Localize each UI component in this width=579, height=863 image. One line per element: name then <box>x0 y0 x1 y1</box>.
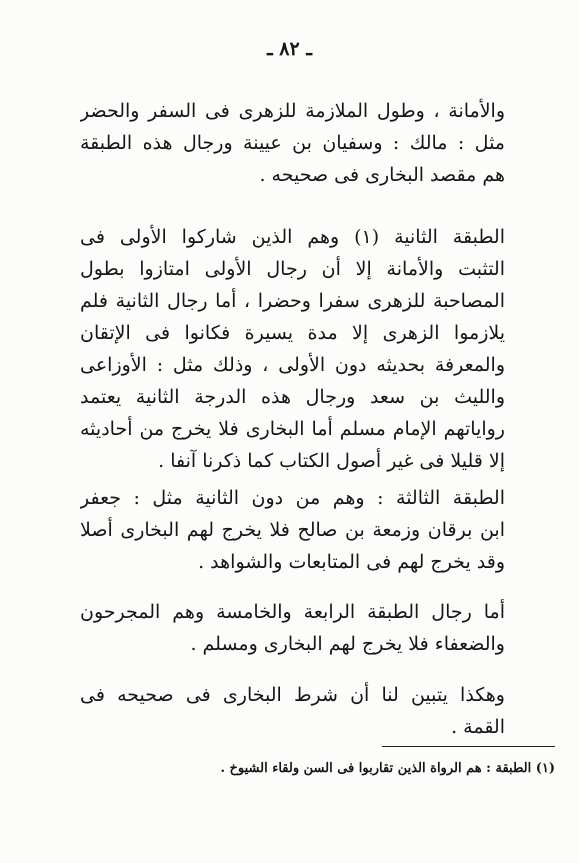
paragraph-3 <box>80 482 505 578</box>
text-line: إلا قليلا فى غير أصول الكتاب كما ذكرنا آنفا . <box>158 450 505 472</box>
footnote: (١) الطبقة : هم الرواة الذين تقاربوا فى السن ولقاء الشيوخ . <box>220 761 555 776</box>
text-line: وقد يخرج لهم فى المتابعات والشواهد . <box>198 551 505 573</box>
text-line: الطبقة الثانية (١) وهم الذين شاركوا الأولى فى <box>80 226 505 248</box>
text-line: والضعفاء فلا يخرج لهم البخارى ومسلم . <box>190 633 505 655</box>
paragraph-1 <box>80 95 505 191</box>
text-line: أما رجال الطبقة الرابعة والخامسة وهم المجرحون <box>80 601 505 623</box>
paragraph-4 <box>80 596 505 660</box>
text-line: القمة . <box>451 716 505 738</box>
text-line: المصاحبة للزهرى سفرا وحضرا ، أما رجال الثانية فلم <box>80 290 505 312</box>
text-line: رواياتهم الإمام مسلم أما البخارى فلا يخرج من أحاديثه <box>80 418 505 440</box>
text-line: هم مقصد البخارى فى صحيحه . <box>259 164 505 186</box>
text-line: الطبقة الثالثة : وهم من دون الثانية مثل : جعفر <box>80 487 505 509</box>
text-line: يلازموا الزهرى إلا مدة يسيرة فكانوا فى الإتقان <box>80 322 505 344</box>
text-line: التثبت والأمانة إلا أن رجال الأولى امتازوا بطول <box>80 258 505 280</box>
paragraph-2 <box>80 221 505 477</box>
text-line: والأمانة ، وطول الملازمة للزهرى فى السفر والحضر <box>80 100 505 122</box>
footnote-divider <box>382 746 555 747</box>
text-line: مثل : مالك : وسفيان بن عيينة ورجال هذه الطبقة <box>80 132 505 154</box>
text-line: ابن برقان وزمعة بن صالح فلا يخرج لهم البخارى أصلا <box>80 519 505 541</box>
text-line: والليث بن سعد ورجال هذه الدرجة الثانية يعتمد <box>80 386 505 408</box>
text-line: وهكذا يتبين لنا أن شرط البخارى فى صحيحه فى <box>80 684 505 706</box>
text-line: والمعرفة بحديثه دون الأولى ، وذلك مثل : الأوزاعى <box>80 354 505 376</box>
page-number: ـ ٨٢ ـ <box>267 38 312 60</box>
paragraph-5 <box>80 679 505 743</box>
